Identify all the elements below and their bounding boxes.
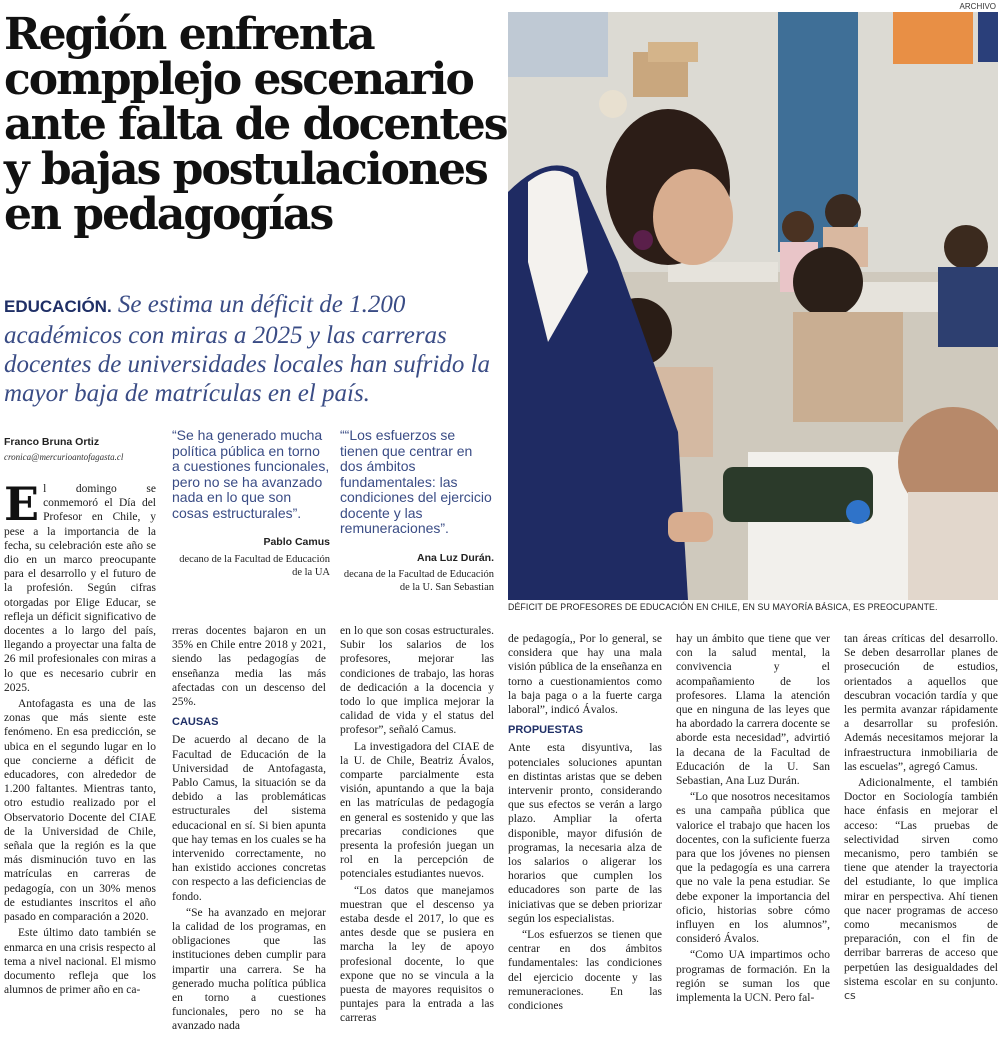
section-heading: PROPUESTAS [508,724,583,737]
section-heading: CAUSAS [172,716,219,729]
body-paragraph: “Se ha avanzado en mejorar la calidad de los programas, en obligaciones que las instituciones deben cumplir para impartir una carrera. Se ha generado mucha política pública en torno a cuestiones funcionales, pero no se ha avanzado nada [172,906,326,1033]
body-paragraph: de pedagogía,, Por lo general, se considera que hay una mala visión pública de la enseñanza en torno a cuestionamientos como la baja paga o a la fuerte carga laboral”, indicó Ávalos. [508,633,662,717]
body-paragraph: Ante esta disyuntiva, las potenciales soluciones apuntan en distintas aristas que se deben intervenir pronto, considerando que sus efectos se verán a largo plazo. Ampliar la oferta disponible, mayor difusión de programas, la necesaria alza de los salarios o aligerar los horarios que cumplen los educadores son parte de las iniciativas que se deben priorizar según los especialistas. [508,742,662,925]
body-paragraph: hay un ámbito que tiene que ver con la salud mental, la convivencia y el acompañamiento de los profesores. Llama la atención que en ninguna de las leyes que ha abordado la carrera docente se aborde esta necesidad”, advirtió la decana de la Facultad de Educación de la U. San Sebastian, Ana Luz Durán. [676,633,830,788]
body-paragraph: rreras docentes bajaron en un 35% en Chile entre 2018 y 2021, siendo las pedagogías de enseñanza media las más afectadas con un descenso del 25%. [172,625,326,709]
pull-quote-author: Ana Luz Durán. [416,551,494,564]
classroom-photo [508,12,998,600]
headline-line: en pedagogías [4,189,333,240]
body-paragraph: en lo que son cosas estructurales. Subir los salarios de los profesores, mejorar las condiciones de trabajo, las horas de dedicación a la docencia y todo lo que implica mejorar la calidad de vida y el status del profesor”, señaló Camus. [340,625,494,737]
author-name: Franco Bruna Ortiz [4,436,100,448]
headline [4,9,507,240]
body-paragraph: “Lo que nosotros necesitamos es una campaña pública que valorice el trabajo que hacen los docentes, con la suficiente fuerza para que los jóvenes no piensen que la pedagogía es una carrera que no vale la pena estudiar. Se debe exponer la importancia del oficio, historias sobre cómo influyen en los alumnos”, consideró Ávalos. [676,791,830,946]
headline-line: compplejo escenario [4,54,473,105]
section-kicker: EDUCACIÓN. [4,297,112,316]
pull-quote [340,428,494,594]
end-mark: cs [844,989,856,1003]
pull-quote-role: decana de la Facultad de Educación de la U. San Sebastian [343,569,494,593]
body-column-6 [844,632,998,1005]
photo-caption: DÉFICIT DE PROFESORES DE EDUCACIÓN EN CHILE, EN SU MAYORÍA BÁSICA, ES PREOCUPANTE. [508,602,938,612]
body-paragraph: De acuerdo al decano de la Facultad de Educación de la Universidad de Antofagasta, Pablo Camus, la situación se da debido a las problemáticas estructurales del sistema educacional en sí. Si bien apunta que hay temas en los cuales se ha intervenido correctamente, no han existido acciones concretas con respecto a las deficiencias de fondo. [172,734,326,903]
drop-cap: E [4,477,40,531]
body-paragraph: tan áreas críticas del desarrollo. Se deben desarrollar planes de prosecución de estudios, orientados a aquellos que descubran vocación tardía y que les permita avanzar rápidamente a desarrollar su profesión. Además necesitamos mejorar la infraestructura inmobiliaria de las escuelas”, agregó Camus. [844,633,998,773]
pull-quote-text: ““Los esfuerzos se tienen que centrar en dos ámbitos fundamentales: las condiciones del ejercicio docente y las remuneraciones”. [340,427,492,536]
author-email: cronica@mercurioantofagasta.cl [4,452,124,462]
pull-quote [172,428,330,579]
deck-text: Se estima un déficit de 1.200 académicos con miras a 2025 y las carreras docentes de universidades locales han sufrido la mayor baja de matrículas en el país. [4,291,491,407]
headline-line: Región enfrenta [4,9,374,60]
body-paragraph: La investigadora del CIAE de la U. de Chile, Beatriz Ávalos, comparte parcialmente esta visión, apuntando a que la baja en las matrículas de pedagogía en general es sostenido y que las precarias condiciones que presenta la profesión juegan un rol en la percepción de potenciales estudiantes nuevos. [340,740,494,881]
pull-quote-text: “Se ha generado mucha política pública en torno a cuestiones funcionales, pero no se ha avanzado nada en lo que son cosas estructurales”. [172,427,330,521]
body-column-3 [340,624,494,1028]
body-paragraph: Este último dato también se enmarca en una crisis respecto al tema a nivel nacional. El mismo documento refleja que los alumnos de primer año en ca- [4,927,156,997]
body-paragraph: Antofagasta es una de las zonas que más siente este fenómeno. En esa predicción, se ubica en el segundo lugar en lo que concierne a déficit de educadores, con alrededor de 1.200 faltantes. Mientras tanto, otro estudio realizado por el Observatorio Docente del CIAE de la Universidad de Chile, señala que la región es la que más disminución tuvo en las matrículas en carreras de pedagogía, con un 30% menos de estudiantes inscritos el año pasado en comparación a 2020. [4,698,156,924]
body-column-1 [4,477,156,999]
pull-quote-author: Pablo Camus [263,536,330,548]
body-paragraph [4,477,156,695]
paragraph-text: Adicionalmente, el también Doctor en Sociología también hace énfasis en mejorar el acceso: “Las pruebas de selectividad sirven como mecanismo, pero también se tiene que atender la trayectoria del estudiante, lo que implica mirar en perspectiva. Ahí tienen que nacer programas de acceso como mecanismos de preparación, con el fin de derribar barreras de acceso que perpetúen las desigualdades del sistema escolar en su conjunto. [844,777,998,988]
paragraph-text: l domingo se conmemoró el Día del Profesor en Chile, y pese a la importancia de la fecha, su celebración este año se dio en un marco preocupante para el desarrollo y el futuro de la profesión. Según cifras otorgadas por Elige Educar, se refleja un déficit significativo de docentes a lo largo del país, llegando a proyectar una falta de 26 mil profesionales con miras a lo que es necesario cubrir en 2025. [4,483,156,694]
pull-quote-role: decano de la Facultad de Educación de la UA [179,553,330,578]
body-paragraph [844,776,998,1003]
photo-credit: ARCHIVO [959,2,996,11]
body-column-2 [172,624,326,1036]
body-paragraph: “Como UA impartimos ocho programas de formación. En la región se suman los que implementa la UCN. Pero fal- [676,949,830,1005]
body-paragraph: “Los datos que manejamos muestran que el descenso ya estaba desde el 2017, lo que es antes desde que se pusiera en marcha la ley de apoyo profesional docente, lo que expone que no se vincula a la puesta de mayores requisitos o puntajes para la entrada a las carreras [340,884,494,1025]
headline-line: y bajas postulaciones [4,144,487,195]
byline [4,436,164,462]
body-column-5 [676,632,830,1007]
body-paragraph: “Los esfuerzos se tienen que centrar en dos ámbitos fundamentales: las condiciones del ejercicio docente y las remuneraciones. En las condiciones [508,929,662,1013]
body-column-4 [508,632,662,1015]
deck [4,290,504,408]
classroom-illustration [508,12,998,600]
headline-line: ante falta de docentes [4,99,507,150]
